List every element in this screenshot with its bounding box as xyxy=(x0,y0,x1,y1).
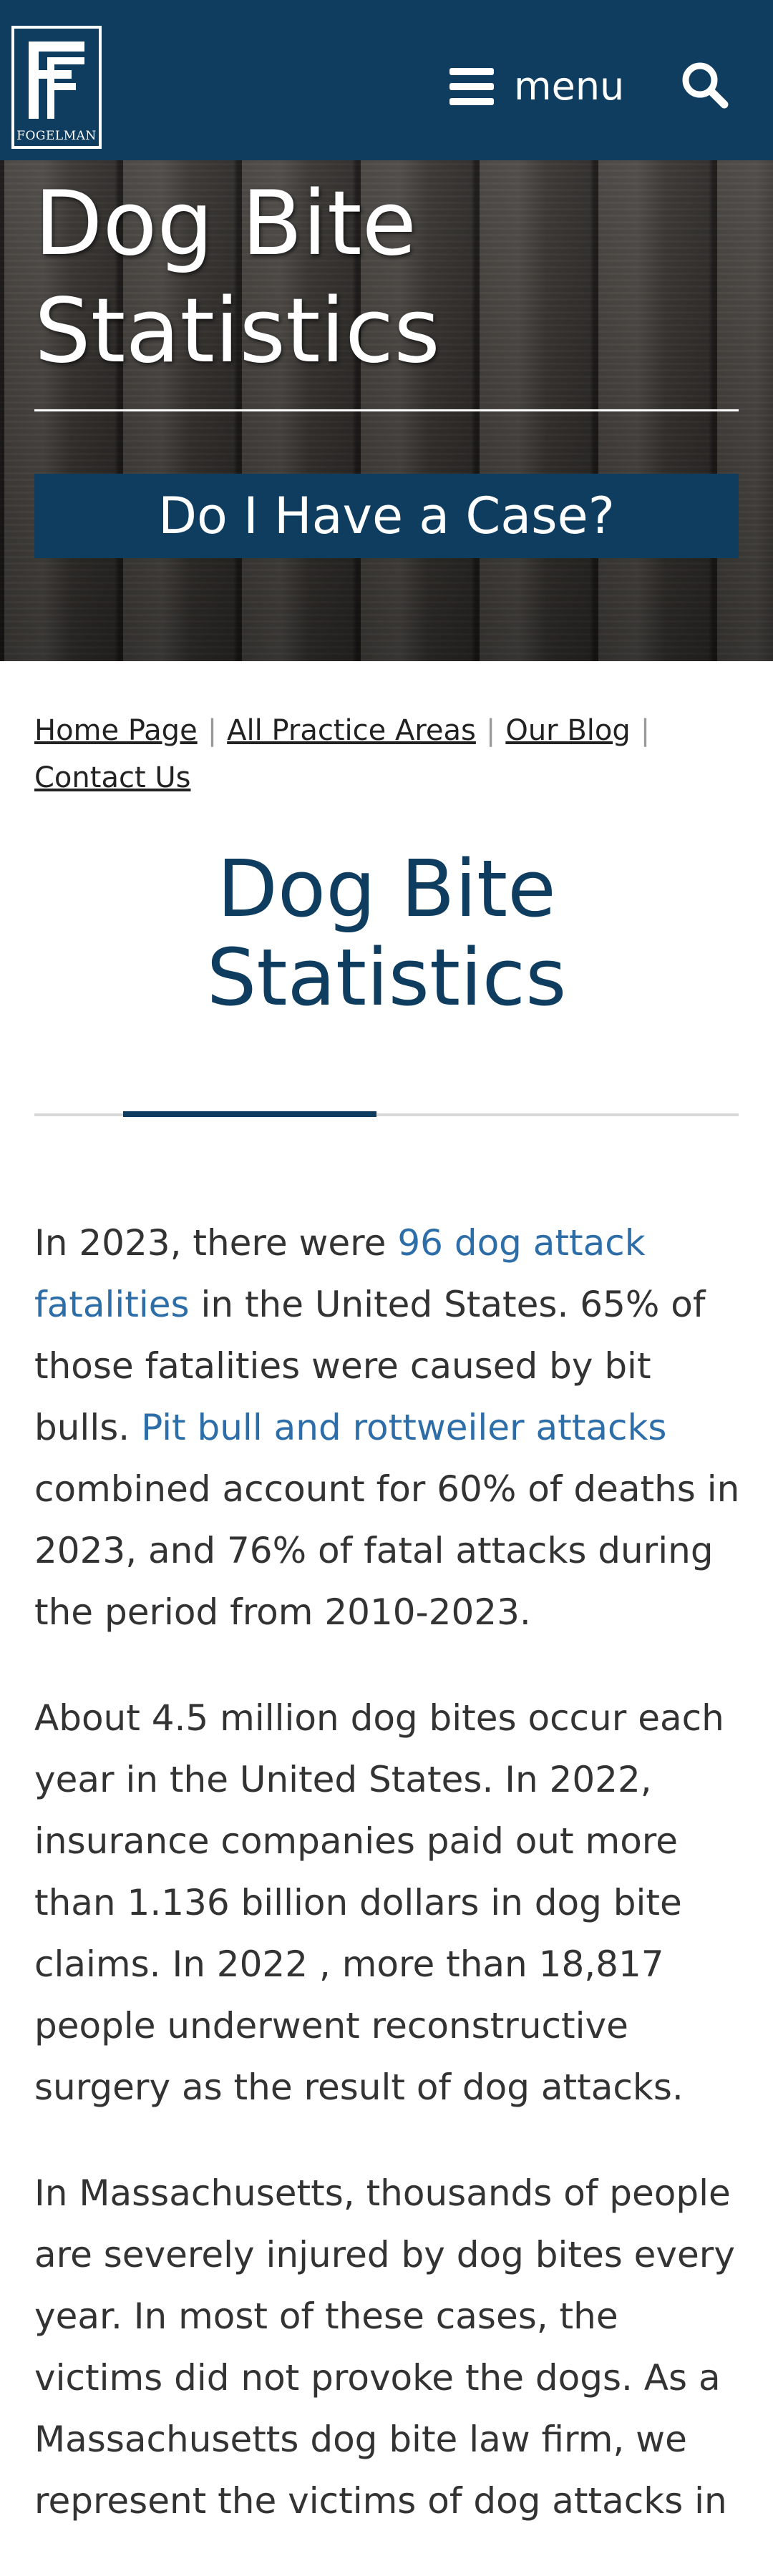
pit-bull-rottweiler-attacks-link[interactable]: Pit bull and rottweiler attacks xyxy=(141,1407,667,1448)
separator: | xyxy=(640,714,651,747)
paragraph-fatalities xyxy=(34,1212,743,1643)
quick-links-nav xyxy=(34,707,743,801)
fogelman-logo[interactable] xyxy=(11,26,102,149)
search-icon xyxy=(681,62,729,109)
hero-divider xyxy=(34,409,739,411)
paragraph-dog-bite-claims: About 4.5 million dog bites occur each year in the United States. In 2022, insurance companies paid out more than 1.136 billion dollars in dog bite claims. In 2022 , more than 18,817 people underwent reconstructive surgery as the result of dog attacks. xyxy=(34,1697,724,2108)
separator: | xyxy=(485,714,496,747)
do-i-have-a-case-button[interactable]: Do I Have a Case? xyxy=(34,474,739,558)
paragraph-massachusetts: In Massachusetts, thousands of people are severely injured by dog bites every year. In most of these cases, the victims did not provoke the dogs. As a Massachusetts dog bite law firm, we represent the victims of dog attacks in xyxy=(34,2172,735,2522)
home-page-link[interactable]: Home Page xyxy=(34,714,198,747)
our-blog-link[interactable]: Our Blog xyxy=(505,714,631,747)
dog-attack-fatalities-link[interactable]: 96 dog attack fatalities xyxy=(34,1222,646,1325)
text-span: combined account for 60% of deaths in 2023, and 76% of fatal attacks during the period from 2010-2023. xyxy=(34,1468,740,1633)
article-body xyxy=(34,1212,743,2576)
site-header xyxy=(0,0,773,160)
menu-button[interactable] xyxy=(449,62,624,112)
separator: | xyxy=(207,714,218,747)
text-span: In 2023, there were xyxy=(34,1222,398,1264)
page-title: Dog Bite Statistics xyxy=(206,843,567,1023)
hero-title: Dog Bite Statistics xyxy=(34,172,440,383)
contact-us-link[interactable]: Contact Us xyxy=(34,761,191,794)
hamburger-icon xyxy=(449,68,494,105)
search-button[interactable] xyxy=(681,62,729,109)
text-span: in the United States. 65% of those fatalities were caused by bit bulls. xyxy=(34,1284,706,1448)
logo-wordmark: FOGELMAN xyxy=(16,129,97,143)
logo-mark-icon xyxy=(23,36,90,122)
menu-label: menu xyxy=(514,64,625,109)
all-practice-areas-link[interactable]: All Practice Areas xyxy=(227,714,476,747)
hero-banner xyxy=(0,160,773,661)
title-divider-accent xyxy=(123,1111,376,1117)
